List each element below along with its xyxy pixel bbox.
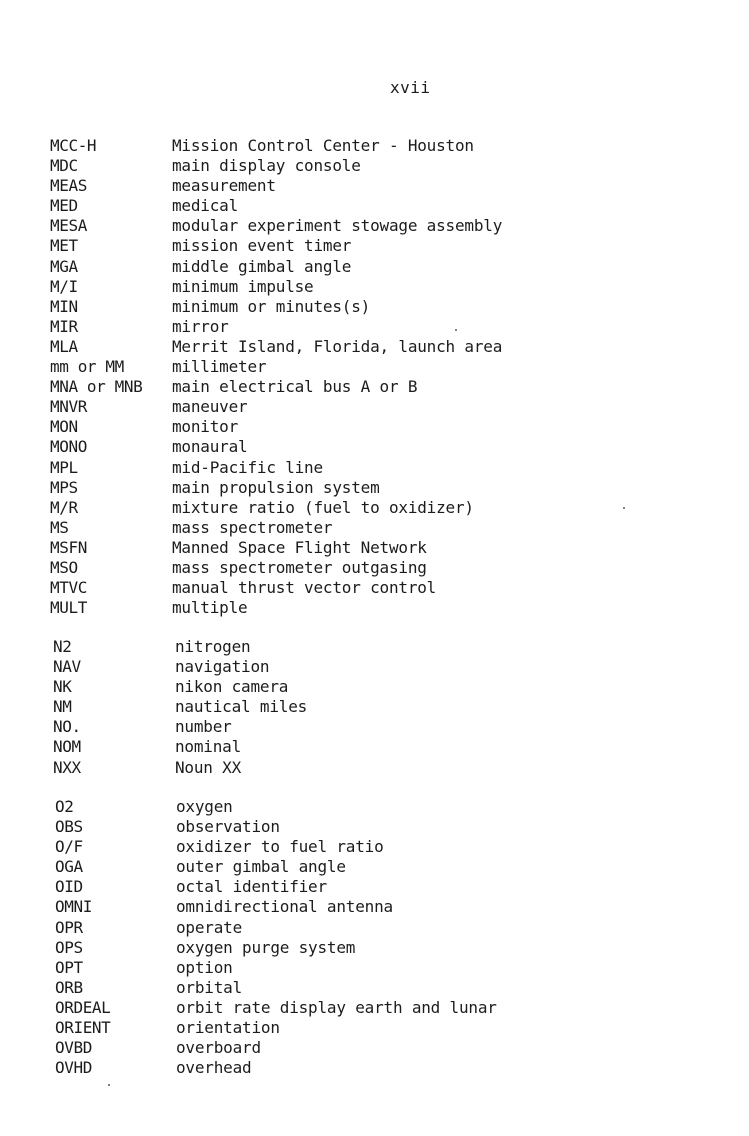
glossary-entry — [50, 196, 690, 216]
glossary-abbreviation: MET — [50, 236, 78, 256]
glossary-entry — [50, 337, 690, 357]
glossary-abbreviation: OBS — [55, 817, 83, 837]
glossary-entry — [50, 357, 690, 377]
glossary-definition: multiple — [172, 598, 248, 618]
glossary-abbreviation: NAV — [53, 657, 81, 677]
glossary-abbreviation: NO. — [53, 717, 81, 737]
glossary-entry — [55, 1058, 695, 1078]
glossary-entry — [55, 1018, 695, 1038]
glossary-abbreviation: MULT — [50, 598, 87, 618]
glossary-entry — [50, 136, 690, 156]
glossary-entry — [55, 837, 695, 857]
glossary-abbreviation: MLA — [50, 336, 78, 356]
glossary-entry — [50, 317, 690, 337]
glossary-abbreviation: MCC-H — [50, 136, 97, 155]
glossary-entry — [50, 558, 690, 578]
glossary-definition: main display console — [172, 156, 361, 176]
glossary-abbreviation: OPS — [55, 937, 83, 957]
glossary-entry — [50, 578, 690, 598]
glossary-abbreviation: NK — [53, 677, 72, 697]
glossary-definition: measurement — [172, 176, 276, 196]
glossary-abbreviation: MPS — [50, 477, 78, 497]
glossary-definition: observation — [176, 817, 280, 837]
glossary-entry — [50, 277, 690, 297]
glossary-entry — [50, 417, 690, 437]
glossary-entry — [50, 478, 690, 498]
glossary-abbreviation: OVHD — [55, 1058, 92, 1078]
glossary-definition: overhead — [176, 1058, 252, 1078]
glossary-definition: oxidizer to fuel ratio — [176, 837, 384, 857]
glossary-abbreviation: MONO — [50, 437, 87, 457]
glossary-definition: mirror — [172, 316, 229, 336]
glossary-section-n — [53, 637, 693, 778]
glossary-abbreviation: MNVR — [50, 397, 87, 417]
glossary-definition: option — [176, 957, 233, 977]
glossary-definition: minimum impulse — [172, 276, 314, 296]
glossary-abbreviation: OPR — [55, 917, 83, 937]
glossary-definition: monitor — [172, 417, 239, 437]
glossary-section-o — [55, 797, 695, 1078]
scan-speck — [623, 507, 625, 509]
glossary-definition: oxygen purge system — [176, 937, 356, 957]
glossary-definition: Mission Control Center - Houston — [172, 136, 474, 155]
glossary-section-m — [50, 136, 690, 618]
glossary-entry — [53, 657, 693, 677]
glossary-abbreviation: OMNI — [55, 897, 92, 917]
glossary-abbreviation: MSO — [50, 557, 78, 577]
glossary-abbreviation: NM — [53, 697, 72, 717]
glossary-entry — [55, 938, 695, 958]
glossary-entry — [55, 978, 695, 998]
glossary-entry — [55, 998, 695, 1018]
glossary-definition: orbital — [176, 977, 243, 997]
glossary-definition: navigation — [175, 657, 270, 677]
glossary-definition: modular experiment stowage assembly — [172, 216, 503, 236]
glossary-entry — [50, 257, 690, 277]
glossary-entry — [50, 297, 690, 317]
glossary-abbreviation: O/F — [55, 837, 83, 857]
glossary-definition: Merrit Island, Florida, launch area — [172, 336, 503, 356]
glossary-definition: mission event timer — [172, 236, 352, 256]
glossary-definition: nominal — [175, 737, 242, 757]
glossary-entry — [50, 437, 690, 457]
glossary-entry — [50, 458, 690, 478]
glossary-definition: monaural — [172, 437, 248, 457]
glossary-abbreviation: MGA — [50, 256, 78, 276]
glossary-definition: Noun XX — [175, 757, 242, 777]
glossary-abbreviation: MON — [50, 417, 78, 437]
glossary-abbreviation: ORDEAL — [55, 997, 111, 1017]
glossary-abbreviation: MED — [50, 196, 78, 216]
glossary-definition: mixture ratio (fuel to oxidizer) — [172, 497, 474, 517]
glossary-definition: medical — [172, 196, 239, 216]
glossary-abbreviation: ORIENT — [55, 1018, 111, 1038]
glossary-abbreviation: MIN — [50, 296, 78, 316]
scan-speck — [108, 1084, 110, 1086]
glossary-abbreviation: M/R — [50, 497, 78, 517]
glossary-entry — [53, 697, 693, 717]
glossary-abbreviation: N2 — [53, 637, 72, 656]
glossary-definition: octal identifier — [176, 877, 327, 897]
glossary-abbreviation: MPL — [50, 457, 78, 477]
glossary-abbreviation: NOM — [53, 737, 81, 757]
glossary-definition: nautical miles — [175, 697, 308, 717]
glossary-definition: oxygen — [176, 797, 233, 816]
glossary-abbreviation: OPT — [55, 957, 83, 977]
glossary-entry — [55, 1038, 695, 1058]
glossary-entry — [55, 857, 695, 877]
glossary-abbreviation: MEAS — [50, 176, 87, 196]
glossary-entry — [53, 737, 693, 757]
glossary-abbreviation: M/I — [50, 276, 78, 296]
glossary-entry — [55, 918, 695, 938]
glossary-entry — [50, 518, 690, 538]
glossary-abbreviation: mm or MM — [50, 357, 124, 377]
glossary-abbreviation: OGA — [55, 857, 83, 877]
glossary-entry — [55, 797, 695, 817]
glossary-definition: omnidirectional antenna — [176, 897, 393, 917]
glossary-entry — [53, 717, 693, 737]
glossary-entry — [53, 677, 693, 697]
glossary-abbreviation: MNA or MNB — [50, 377, 143, 397]
glossary-definition: mid-Pacific line — [172, 457, 323, 477]
glossary-definition: mass spectrometer outgasing — [172, 557, 427, 577]
glossary-entry — [50, 498, 690, 518]
glossary-definition: nitrogen — [175, 637, 251, 656]
glossary-entry — [53, 758, 693, 778]
glossary-definition: operate — [176, 917, 243, 937]
glossary-definition: main propulsion system — [172, 477, 380, 497]
glossary-abbreviation: MDC — [50, 156, 78, 176]
glossary-definition: orientation — [176, 1018, 280, 1038]
glossary-definition: minimum or minutes(s) — [172, 296, 371, 316]
glossary-definition: outer gimbal angle — [176, 857, 346, 877]
glossary-entry — [55, 958, 695, 978]
glossary-definition: maneuver — [172, 397, 248, 417]
glossary-abbreviation: MESA — [50, 216, 87, 236]
glossary-abbreviation: NXX — [53, 757, 81, 777]
glossary-entry — [50, 397, 690, 417]
glossary-definition: Manned Space Flight Network — [172, 537, 427, 557]
glossary-abbreviation: MSFN — [50, 537, 87, 557]
glossary-entry — [50, 377, 690, 397]
glossary-abbreviation: MS — [50, 517, 69, 537]
glossary-abbreviation: O2 — [55, 797, 74, 816]
glossary-entry — [55, 877, 695, 897]
glossary-abbreviation: MTVC — [50, 578, 87, 598]
glossary-definition: nikon camera — [175, 677, 289, 697]
glossary-entry — [50, 538, 690, 558]
glossary-definition: manual thrust vector control — [172, 578, 437, 598]
glossary-entry — [50, 216, 690, 236]
page-number: xvii — [390, 78, 431, 97]
glossary-entry — [50, 156, 690, 176]
glossary-definition: mass spectrometer — [172, 517, 333, 537]
glossary-definition: orbit rate display earth and lunar — [176, 997, 497, 1017]
glossary-definition: number — [175, 717, 232, 737]
glossary-entry — [50, 236, 690, 256]
glossary-definition: overboard — [176, 1038, 261, 1058]
glossary-entry — [50, 176, 690, 196]
glossary-abbreviation: OID — [55, 877, 83, 897]
scan-speck — [455, 329, 457, 331]
glossary-entry — [53, 637, 693, 657]
glossary-entry — [50, 598, 690, 618]
glossary-entry — [55, 897, 695, 917]
glossary-abbreviation: OVBD — [55, 1038, 92, 1058]
glossary-abbreviation: MIR — [50, 316, 78, 336]
glossary-definition: millimeter — [172, 357, 267, 377]
glossary-entry — [55, 817, 695, 837]
glossary-definition: main electrical bus A or B — [172, 377, 418, 397]
glossary-definition: middle gimbal angle — [172, 256, 352, 276]
glossary-abbreviation: ORB — [55, 977, 83, 997]
